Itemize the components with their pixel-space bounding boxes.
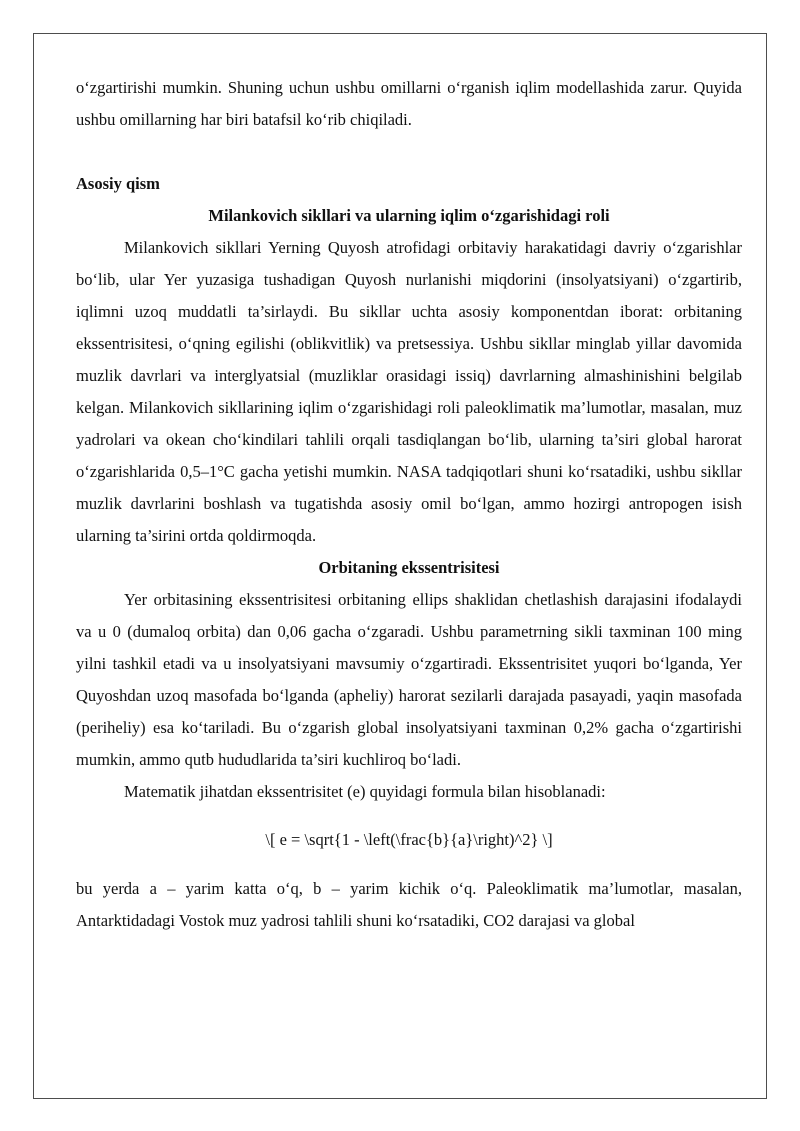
document-body [76, 72, 742, 937]
intro-paragraph: o‘zgartirishi mumkin. Shuning uchun ushbu omillarni o‘rganish iqlim modellashida zarur. Quyida ushbu omillarning har biri batafsil ko‘rib chiqiladi. [76, 78, 742, 129]
section-heading-main: Asosiy qism [76, 174, 160, 193]
subsection-heading-eccentricity: Orbitaning ekssentrisitesi [318, 558, 500, 577]
eccentricity-formula: \[ e = \sqrt{1 - \left(\frac{b}{a}\right)^2} \] [265, 830, 553, 849]
subsection-heading-milankovich: Milankovich sikllari va ularning iqlim o‘zgarishidagi roli [208, 206, 610, 225]
formula-intro-paragraph: Matematik jihatdan ekssentrisitet (e) quyidagi formula bilan hisoblanadi: [124, 782, 606, 801]
closing-paragraph: bu yerda a – yarim katta o‘q, b – yarim kichik o‘q. Paleoklimatik ma’lumotlar, masalan, Antarktidadagi Vostok muz yadrosi tahlili shuni ko‘rsatadiki, CO2 darajasi va global [76, 879, 742, 930]
milankovich-paragraph: Milankovich sikllari Yerning Quyosh atrofidagi orbitaviy harakatidagi davriy o‘zgarishlar bo‘lib, ular Yer yuzasiga tushadigan Quyosh nurlanishi miqdorini (insolyatsiyani) o‘zgartirib, iqlimni uzoq muddatli ta’sirlaydi. Bu sikllar uchta asosiy komponentdan iborat: orbitaning ekssentrisitesi, o‘qning egilishi (oblikvitlik) va pretsessiya. Ushbu sikllar minglab yillar davomida muzlik davrlari va interglyatsial (muzliklar orasidagi issiq) davrlarning almashinishini belgilab kelgan. Milankovich sikllarining iqlim o‘zgarishidagi roli paleoklimatik ma’lumotlar, masalan, muz yadrolari va okean cho‘kindilari tahlili orqali tasdiqlangan bo‘lib, ularning ta’siri global harorat o‘zgarishlarida 0,5–1°C gacha yetishi mumkin. NASA tadqiqotlari shuni ko‘rsatadiki, ushbu sikllar muzlik davrlarini boshlash va tugatishda asosiy omil bo‘lgan, ammo hozirgi antropogen isish ularning ta’sirini ortda qoldirmoqda. [76, 238, 742, 545]
eccentricity-paragraph: Yer orbitasining ekssentrisitesi orbitaning ellips shaklidan chetlashish darajasini ifodalaydi va u 0 (dumaloq orbita) dan 0,06 gacha o‘zgaradi. Ushbu parametrning sikli taxminan 100 ming yilni tashkil etadi va u insolyatsiyani mavsumiy o‘zgartiradi. Ekssentrisitet yuqori bo‘lganda, Yer Quyoshdan uzoq masofada bo‘lganda (apheliy) harorat sezilarli darajada pasayadi, yaqin masofada (periheliy) esa ko‘tariladi. Bu o‘zgarish global insolyatsiyani taxminan 0,2% gacha o‘zgartirishi mumkin, ammo qutb hududlarida ta’siri kuchliroq bo‘ladi. [76, 590, 742, 769]
